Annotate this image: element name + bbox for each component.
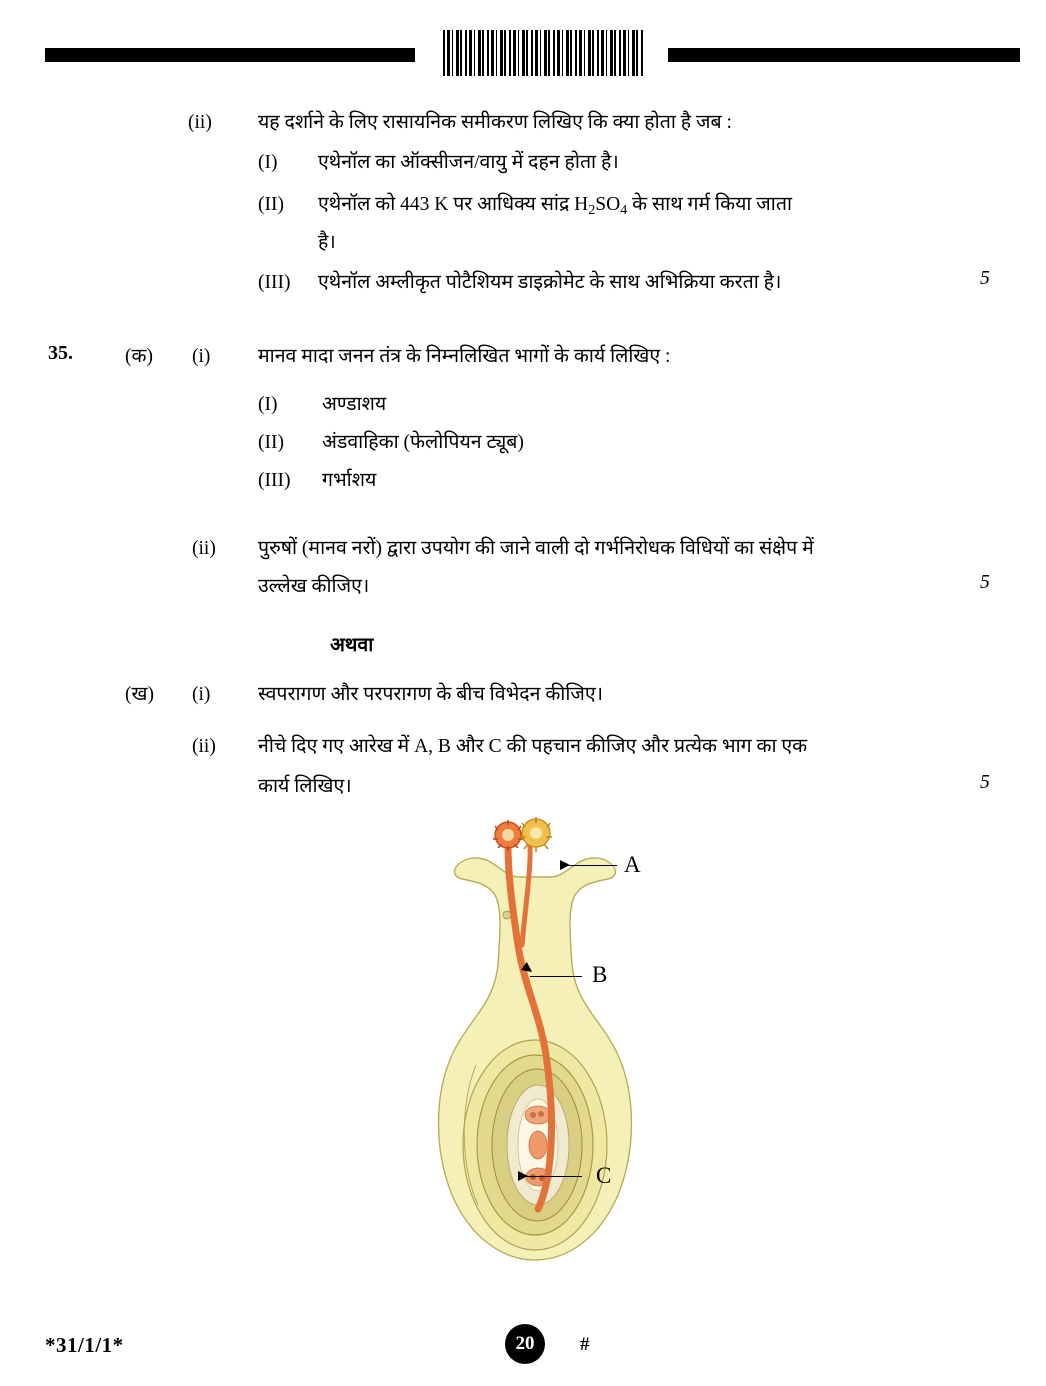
bar-left bbox=[45, 48, 415, 62]
q35-a-ii-label: (ii) bbox=[192, 538, 216, 559]
q35-a-marks: 5 bbox=[980, 572, 990, 593]
or-word: अथवा bbox=[330, 635, 374, 656]
q35-option-b-label: (ख) bbox=[125, 684, 154, 705]
paper-code: *31/1/1* bbox=[45, 1333, 124, 1357]
q35-a-ii-text-line1: पुरुषों (मानव नरों) द्वारा उपयोग की जाने वाली दो गर्भनिरोधक विधियों का संक्षेप में bbox=[258, 538, 814, 559]
q35-b-ii-label: (ii) bbox=[192, 736, 216, 757]
page-number-badge: 20 bbox=[505, 1324, 545, 1364]
q34-ii-II-text-d: है। bbox=[318, 232, 336, 253]
diagram-label-b: B bbox=[592, 962, 608, 987]
q35-b-marks: 5 bbox=[980, 772, 990, 793]
q35-a-ii-text-line2: उल्लेख कीजिए। bbox=[258, 576, 370, 597]
q34-ii-I-text: एथेनॉल का ऑक्सीजन/वायु में दहन होता है। bbox=[318, 152, 619, 173]
diagram-label-c: C bbox=[596, 1163, 612, 1188]
q35-number: 35. bbox=[48, 342, 73, 364]
q35-a-i-text: मानव मादा जनन तंत्र के निम्नलिखित भागों के कार्य लिखिए : bbox=[258, 346, 671, 367]
q35-a-i-II-label: (II) bbox=[258, 432, 284, 453]
q34-ii-I-label: (I) bbox=[258, 152, 278, 173]
q34-marks: 5 bbox=[980, 268, 990, 289]
q35-a-i-I-label: (I) bbox=[258, 394, 278, 415]
q34-ii-II-text-a: एथेनॉल को 443 K पर आधिक्य सांद्र H bbox=[318, 194, 589, 215]
q35-b-ii-text-line1: नीचे दिए गए आरेख में A, B और C की पहचान कीजिए और प्रत्येक भाग का एक bbox=[258, 736, 808, 757]
pointer-line-a bbox=[565, 865, 617, 866]
q35-a-i-III-label: (III) bbox=[258, 470, 291, 491]
bar-right bbox=[668, 48, 1020, 62]
barcode-icon bbox=[443, 30, 643, 76]
q34-ii-label: (ii) bbox=[188, 112, 212, 133]
barcode-strip bbox=[45, 30, 1020, 76]
q34-ii-II-text-b: SO bbox=[595, 194, 621, 215]
q34-ii-II-text bbox=[318, 190, 792, 225]
diagram-label-a: A bbox=[624, 852, 641, 877]
pointer-arrow-c bbox=[518, 1171, 528, 1181]
q35-b-i-label: (i) bbox=[192, 684, 211, 705]
q34-ii-II-text-c: के साथ गर्म किया जाता bbox=[627, 194, 792, 215]
pointer-arrow-a bbox=[560, 860, 570, 870]
q34-ii-text: यह दर्शाने के लिए रासायनिक समीकरण लिखिए कि क्या होता है जब : bbox=[258, 112, 732, 133]
q35-a-i-III-text: गर्भाशय bbox=[322, 470, 377, 491]
q34-ii-III-label: (III) bbox=[258, 272, 291, 293]
q34-ii-II-sub2: 4 bbox=[620, 201, 628, 218]
q35-b-ii-text-line2: कार्य लिखिए। bbox=[258, 776, 352, 797]
q35-a-i-II-text: अंडवाहिका (फेलोपियन ट्यूब) bbox=[322, 432, 524, 453]
q34-ii-II-label: (II) bbox=[258, 194, 284, 215]
q35-option-a-label: (क) bbox=[125, 346, 153, 367]
pointer-line-c bbox=[524, 1176, 582, 1177]
q34-ii-III-text: एथेनॉल अम्लीकृत पोटैशियम डाइक्रोमेट के साथ अभिक्रिया करता है। bbox=[318, 272, 782, 293]
pointer-line-b bbox=[530, 976, 582, 977]
q35-a-i-label: (i) bbox=[192, 346, 211, 367]
q35-b-i-text: स्वपरागण और परपरागण के बीच विभेदन कीजिए। bbox=[258, 684, 604, 705]
q35-a-i-I-text: अण्डाशय bbox=[322, 394, 387, 415]
footer-hash: # bbox=[580, 1334, 590, 1355]
q34-ii-II-sub1: 2 bbox=[588, 201, 596, 218]
